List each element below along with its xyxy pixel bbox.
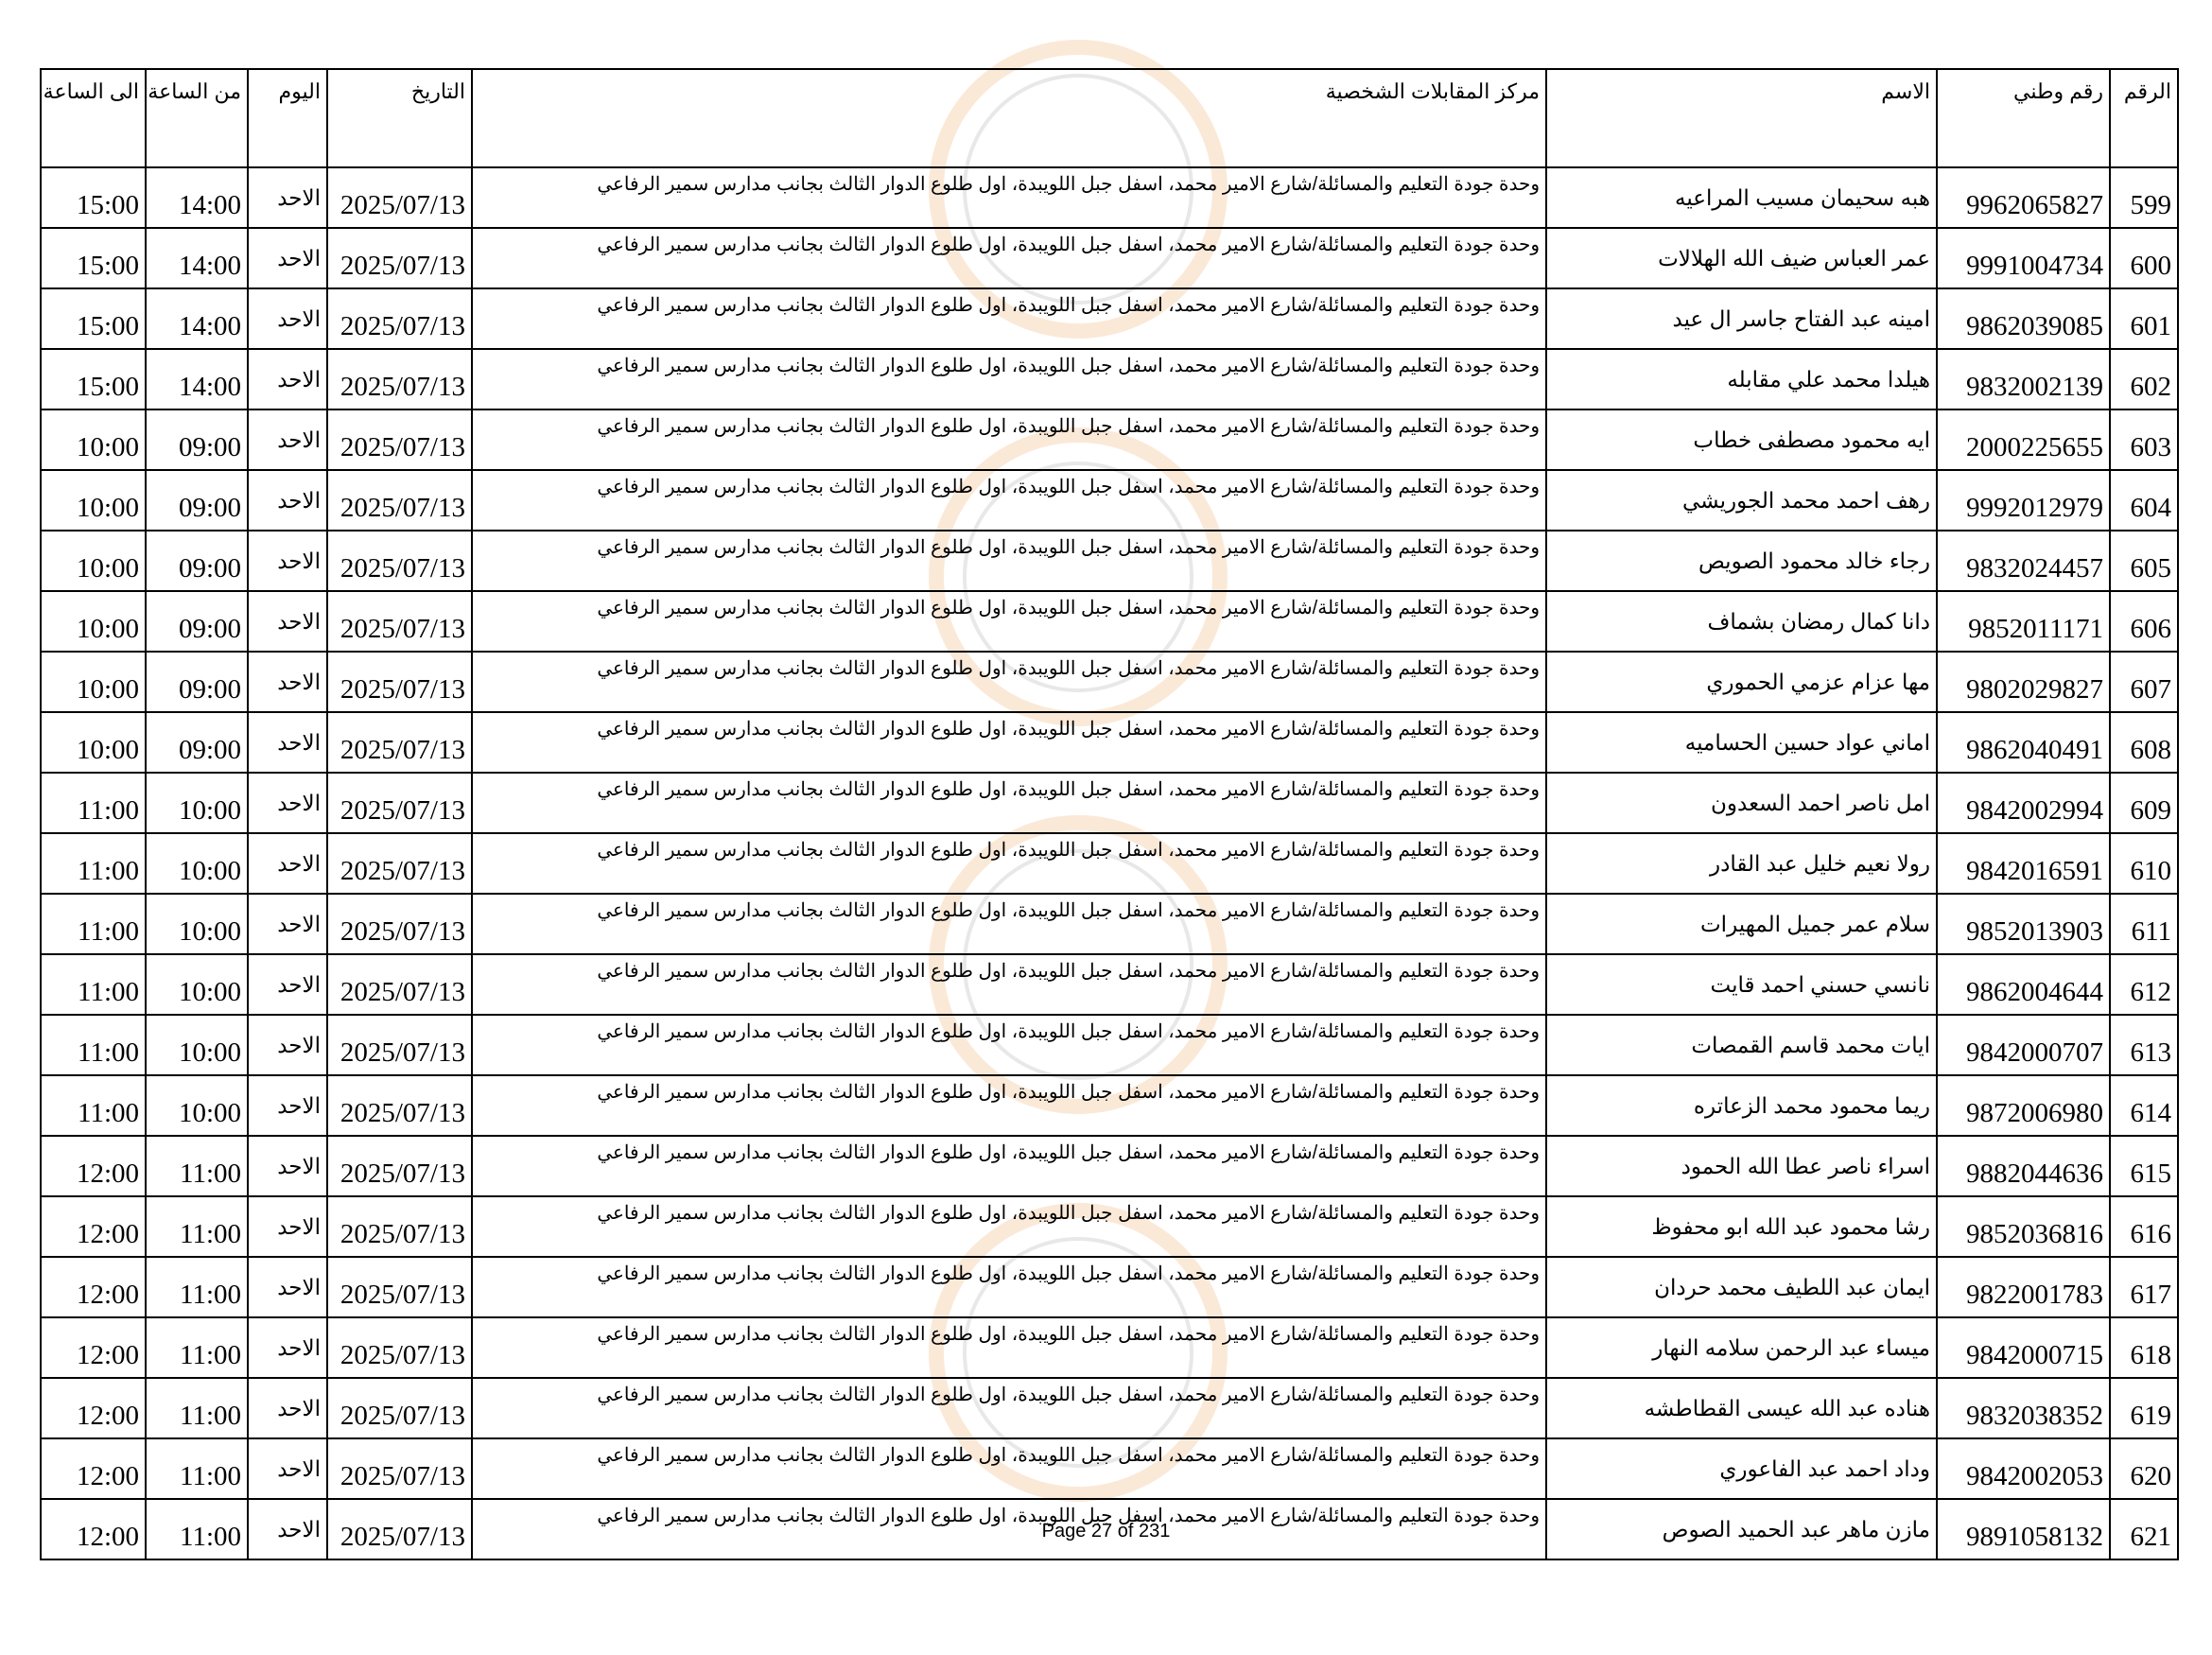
interview-center: وحدة جودة التعليم والمسائلة/شارع الامير محمد، اسفل جبل اللويبدة، اول طلوع الدوار الثالث بجانب مدارس سمير الرفاعي bbox=[472, 349, 1546, 409]
table-row bbox=[41, 833, 2178, 894]
interview-day: الاحد bbox=[248, 1015, 327, 1075]
applicant-name: مها عزام عزمي الحموري bbox=[1546, 652, 1937, 712]
national-id: 9852036816 bbox=[1937, 1196, 2110, 1257]
applicant-name: مازن ماهر عبد الحميد الصوص bbox=[1546, 1499, 1937, 1559]
national-id: 9842000715 bbox=[1937, 1317, 2110, 1378]
applicant-name: عمر العباس ضيف الله الهلالات bbox=[1546, 228, 1937, 288]
header-from: من الساعة bbox=[146, 69, 248, 167]
national-id: 9852011171 bbox=[1937, 591, 2110, 652]
national-id: 9962065827 bbox=[1937, 167, 2110, 228]
interview-schedule-table bbox=[40, 68, 2179, 1560]
interview-date: 2025/07/13 bbox=[327, 1438, 472, 1499]
table-row bbox=[41, 1378, 2178, 1438]
interview-center: وحدة جودة التعليم والمسائلة/شارع الامير محمد، اسفل جبل اللويبدة، اول طلوع الدوار الثالث بجانب مدارس سمير الرفاعي bbox=[472, 1136, 1546, 1196]
time-to: 10:00 bbox=[41, 652, 146, 712]
national-id: 9882044636 bbox=[1937, 1136, 2110, 1196]
applicant-name: هيلدا محمد علي مقابله bbox=[1546, 349, 1937, 409]
interview-date: 2025/07/13 bbox=[327, 591, 472, 652]
interview-date: 2025/07/13 bbox=[327, 409, 472, 470]
time-from: 09:00 bbox=[146, 652, 248, 712]
time-to: 12:00 bbox=[41, 1317, 146, 1378]
time-to: 11:00 bbox=[41, 894, 146, 954]
interview-day: الاحد bbox=[248, 228, 327, 288]
interview-date: 2025/07/13 bbox=[327, 228, 472, 288]
applicant-name: امينه عبد الفتاح جاسر ال عيد bbox=[1546, 288, 1937, 349]
table-row bbox=[41, 288, 2178, 349]
applicant-name: اماني عواد حسين الحساميه bbox=[1546, 712, 1937, 773]
national-id: 9842016591 bbox=[1937, 833, 2110, 894]
applicant-name: رهف احمد محمد الجوريشي bbox=[1546, 470, 1937, 531]
time-from: 09:00 bbox=[146, 591, 248, 652]
national-id: 9832024457 bbox=[1937, 531, 2110, 591]
interview-date: 2025/07/13 bbox=[327, 894, 472, 954]
interview-center: وحدة جودة التعليم والمسائلة/شارع الامير محمد، اسفل جبل اللويبدة، اول طلوع الدوار الثالث بجانب مدارس سمير الرفاعي bbox=[472, 773, 1546, 833]
national-id: 9991004734 bbox=[1937, 228, 2110, 288]
header-date: التاريخ bbox=[327, 69, 472, 167]
interview-date: 2025/07/13 bbox=[327, 1136, 472, 1196]
interview-date: 2025/07/13 bbox=[327, 1499, 472, 1559]
interview-center: وحدة جودة التعليم والمسائلة/شارع الامير محمد، اسفل جبل اللويبدة، اول طلوع الدوار الثالث بجانب مدارس سمير الرفاعي bbox=[472, 591, 1546, 652]
interview-center: وحدة جودة التعليم والمسائلة/شارع الامير محمد، اسفل جبل اللويبدة، اول طلوع الدوار الثالث بجانب مدارس سمير الرفاعي bbox=[472, 531, 1546, 591]
row-number: 620 bbox=[2110, 1438, 2178, 1499]
time-to: 11:00 bbox=[41, 1015, 146, 1075]
table-row bbox=[41, 954, 2178, 1015]
applicant-name: هبه سحيمان مسيب المراعيه bbox=[1546, 167, 1937, 228]
time-from: 09:00 bbox=[146, 712, 248, 773]
interview-day: الاحد bbox=[248, 894, 327, 954]
interview-center: وحدة جودة التعليم والمسائلة/شارع الامير محمد، اسفل جبل اللويبدة، اول طلوع الدوار الثالث بجانب مدارس سمير الرفاعي bbox=[472, 288, 1546, 349]
interview-center: وحدة جودة التعليم والمسائلة/شارع الامير محمد، اسفل جبل اللويبدة، اول طلوع الدوار الثالث بجانب مدارس سمير الرفاعي bbox=[472, 1438, 1546, 1499]
time-to: 12:00 bbox=[41, 1499, 146, 1559]
time-to: 15:00 bbox=[41, 228, 146, 288]
time-to: 10:00 bbox=[41, 409, 146, 470]
national-id: 9842002994 bbox=[1937, 773, 2110, 833]
national-id: 9842000707 bbox=[1937, 1015, 2110, 1075]
table-row bbox=[41, 591, 2178, 652]
interview-center: وحدة جودة التعليم والمسائلة/شارع الامير محمد، اسفل جبل اللويبدة، اول طلوع الدوار الثالث بجانب مدارس سمير الرفاعي bbox=[472, 409, 1546, 470]
table-row bbox=[41, 652, 2178, 712]
time-from: 09:00 bbox=[146, 470, 248, 531]
table-row bbox=[41, 228, 2178, 288]
applicant-name: دانا كمال رمضان بشماف bbox=[1546, 591, 1937, 652]
table-row bbox=[41, 894, 2178, 954]
interview-day: الاحد bbox=[248, 773, 327, 833]
time-to: 11:00 bbox=[41, 954, 146, 1015]
time-from: 10:00 bbox=[146, 954, 248, 1015]
time-from: 10:00 bbox=[146, 1015, 248, 1075]
row-number: 610 bbox=[2110, 833, 2178, 894]
time-to: 10:00 bbox=[41, 591, 146, 652]
time-from: 11:00 bbox=[146, 1196, 248, 1257]
time-from: 10:00 bbox=[146, 894, 248, 954]
interview-date: 2025/07/13 bbox=[327, 1196, 472, 1257]
interview-date: 2025/07/13 bbox=[327, 1257, 472, 1317]
interview-date: 2025/07/13 bbox=[327, 652, 472, 712]
time-from: 11:00 bbox=[146, 1136, 248, 1196]
interview-day: الاحد bbox=[248, 712, 327, 773]
time-from: 10:00 bbox=[146, 1075, 248, 1136]
table-row bbox=[41, 409, 2178, 470]
applicant-name: رجاء خالد محمود الصويص bbox=[1546, 531, 1937, 591]
time-to: 12:00 bbox=[41, 1136, 146, 1196]
table-header-row bbox=[41, 69, 2178, 167]
time-to: 10:00 bbox=[41, 470, 146, 531]
table-row bbox=[41, 1015, 2178, 1075]
interview-date: 2025/07/13 bbox=[327, 712, 472, 773]
interview-center: وحدة جودة التعليم والمسائلة/شارع الامير محمد، اسفل جبل اللويبدة، اول طلوع الدوار الثالث بجانب مدارس سمير الرفاعي bbox=[472, 167, 1546, 228]
interview-date: 2025/07/13 bbox=[327, 1015, 472, 1075]
interview-day: الاحد bbox=[248, 470, 327, 531]
row-number: 618 bbox=[2110, 1317, 2178, 1378]
interview-day: الاحد bbox=[248, 1438, 327, 1499]
row-number: 599 bbox=[2110, 167, 2178, 228]
time-to: 12:00 bbox=[41, 1196, 146, 1257]
applicant-name: ايمان عبد اللطيف محمد حردان bbox=[1546, 1257, 1937, 1317]
applicant-name: وداد احمد عبد الفاعوري bbox=[1546, 1438, 1937, 1499]
interview-date: 2025/07/13 bbox=[327, 167, 472, 228]
applicant-name: اسراء ناصر عطا الله الحمود bbox=[1546, 1136, 1937, 1196]
row-number: 616 bbox=[2110, 1196, 2178, 1257]
interview-date: 2025/07/13 bbox=[327, 531, 472, 591]
table-row bbox=[41, 167, 2178, 228]
interview-day: الاحد bbox=[248, 652, 327, 712]
table-row bbox=[41, 1136, 2178, 1196]
interview-center: وحدة جودة التعليم والمسائلة/شارع الامير محمد، اسفل جبل اللويبدة، اول طلوع الدوار الثالث بجانب مدارس سمير الرفاعي bbox=[472, 1075, 1546, 1136]
interview-date: 2025/07/13 bbox=[327, 288, 472, 349]
interview-day: الاحد bbox=[248, 954, 327, 1015]
table-row bbox=[41, 349, 2178, 409]
interview-date: 2025/07/13 bbox=[327, 954, 472, 1015]
national-id: 9891058132 bbox=[1937, 1499, 2110, 1559]
national-id: 9832038352 bbox=[1937, 1378, 2110, 1438]
table-row bbox=[41, 531, 2178, 591]
interview-date: 2025/07/13 bbox=[327, 1075, 472, 1136]
time-to: 11:00 bbox=[41, 833, 146, 894]
interview-day: الاحد bbox=[248, 349, 327, 409]
header-to: الى الساعة bbox=[41, 69, 146, 167]
header-center: مركز المقابلات الشخصية bbox=[472, 69, 1546, 167]
time-to: 10:00 bbox=[41, 531, 146, 591]
interview-date: 2025/07/13 bbox=[327, 1317, 472, 1378]
time-from: 09:00 bbox=[146, 409, 248, 470]
national-id: 9852013903 bbox=[1937, 894, 2110, 954]
interview-day: الاحد bbox=[248, 531, 327, 591]
interview-day: الاحد bbox=[248, 1136, 327, 1196]
row-number: 615 bbox=[2110, 1136, 2178, 1196]
row-number: 602 bbox=[2110, 349, 2178, 409]
row-number: 603 bbox=[2110, 409, 2178, 470]
applicant-name: ايات محمد قاسم القمصات bbox=[1546, 1015, 1937, 1075]
national-id: 2000225655 bbox=[1937, 409, 2110, 470]
time-from: 14:00 bbox=[146, 288, 248, 349]
time-from: 10:00 bbox=[146, 773, 248, 833]
interview-day: الاحد bbox=[248, 591, 327, 652]
interview-day: الاحد bbox=[248, 833, 327, 894]
interview-day: الاحد bbox=[248, 1196, 327, 1257]
interview-day: الاحد bbox=[248, 288, 327, 349]
time-to: 15:00 bbox=[41, 349, 146, 409]
interview-center: وحدة جودة التعليم والمسائلة/شارع الامير محمد، اسفل جبل اللويبدة، اول طلوع الدوار الثالث بجانب مدارس سمير الرفاعي bbox=[472, 652, 1546, 712]
row-number: 604 bbox=[2110, 470, 2178, 531]
time-from: 14:00 bbox=[146, 228, 248, 288]
row-number: 605 bbox=[2110, 531, 2178, 591]
row-number: 621 bbox=[2110, 1499, 2178, 1559]
time-to: 12:00 bbox=[41, 1378, 146, 1438]
time-to: 10:00 bbox=[41, 712, 146, 773]
header-national-id: رقم وطني bbox=[1937, 69, 2110, 167]
row-number: 619 bbox=[2110, 1378, 2178, 1438]
national-id: 9862004644 bbox=[1937, 954, 2110, 1015]
table-row bbox=[41, 1317, 2178, 1378]
row-number: 600 bbox=[2110, 228, 2178, 288]
interview-center: وحدة جودة التعليم والمسائلة/شارع الامير محمد، اسفل جبل اللويبدة، اول طلوع الدوار الثالث بجانب مدارس سمير الرفاعي bbox=[472, 228, 1546, 288]
table-row bbox=[41, 1075, 2178, 1136]
row-number: 614 bbox=[2110, 1075, 2178, 1136]
table-row bbox=[41, 773, 2178, 833]
interview-center: وحدة جودة التعليم والمسائلة/شارع الامير محمد، اسفل جبل اللويبدة، اول طلوع الدوار الثالث بجانب مدارس سمير الرفاعي bbox=[472, 712, 1546, 773]
time-to: 12:00 bbox=[41, 1257, 146, 1317]
interview-day: الاحد bbox=[248, 1378, 327, 1438]
row-number: 607 bbox=[2110, 652, 2178, 712]
applicant-name: سلام عمر جميل المهيرات bbox=[1546, 894, 1937, 954]
interview-day: الاحد bbox=[248, 167, 327, 228]
time-from: 11:00 bbox=[146, 1499, 248, 1559]
time-from: 10:00 bbox=[146, 833, 248, 894]
interview-date: 2025/07/13 bbox=[327, 833, 472, 894]
time-from: 14:00 bbox=[146, 349, 248, 409]
applicant-name: نانسي حسني احمد قايت bbox=[1546, 954, 1937, 1015]
row-number: 609 bbox=[2110, 773, 2178, 833]
national-id: 9802029827 bbox=[1937, 652, 2110, 712]
time-to: 11:00 bbox=[41, 1075, 146, 1136]
interview-center: وحدة جودة التعليم والمسائلة/شارع الامير محمد، اسفل جبل اللويبدة، اول طلوع الدوار الثالث بجانب مدارس سمير الرفاعي bbox=[472, 1317, 1546, 1378]
time-from: 11:00 bbox=[146, 1317, 248, 1378]
interview-center: وحدة جودة التعليم والمسائلة/شارع الامير محمد، اسفل جبل اللويبدة، اول طلوع الدوار الثالث بجانب مدارس سمير الرفاعي bbox=[472, 1196, 1546, 1257]
interview-center: وحدة جودة التعليم والمسائلة/شارع الامير محمد، اسفل جبل اللويبدة، اول طلوع الدوار الثالث بجانب مدارس سمير الرفاعي bbox=[472, 954, 1546, 1015]
row-number: 612 bbox=[2110, 954, 2178, 1015]
applicant-name: هناده عبد الله عيسى القطاطشه bbox=[1546, 1378, 1937, 1438]
interview-center: وحدة جودة التعليم والمسائلة/شارع الامير محمد، اسفل جبل اللويبدة، اول طلوع الدوار الثالث بجانب مدارس سمير الرفاعي bbox=[472, 1015, 1546, 1075]
national-id: 9872006980 bbox=[1937, 1075, 2110, 1136]
table-row bbox=[41, 712, 2178, 773]
applicant-name: رولا نعيم خليل عبد القادر bbox=[1546, 833, 1937, 894]
applicant-name: ميساء عبد الرحمن سلامه النهار bbox=[1546, 1317, 1937, 1378]
row-number: 613 bbox=[2110, 1015, 2178, 1075]
interview-center: وحدة جودة التعليم والمسائلة/شارع الامير محمد، اسفل جبل اللويبدة، اول طلوع الدوار الثالث بجانب مدارس سمير الرفاعي bbox=[472, 470, 1546, 531]
applicant-name: ريما محمود محمد الزعاتره bbox=[1546, 1075, 1937, 1136]
interview-day: الاحد bbox=[248, 1075, 327, 1136]
time-from: 11:00 bbox=[146, 1378, 248, 1438]
interview-date: 2025/07/13 bbox=[327, 773, 472, 833]
table-row bbox=[41, 1257, 2178, 1317]
table-row bbox=[41, 1438, 2178, 1499]
time-from: 11:00 bbox=[146, 1257, 248, 1317]
table-row bbox=[41, 1196, 2178, 1257]
header-no: الرقم bbox=[2110, 69, 2178, 167]
interview-day: الاحد bbox=[248, 1317, 327, 1378]
time-from: 09:00 bbox=[146, 531, 248, 591]
interview-center: وحدة جودة التعليم والمسائلة/شارع الامير محمد، اسفل جبل اللويبدة، اول طلوع الدوار الثالث بجانب مدارس سمير الرفاعي bbox=[472, 1378, 1546, 1438]
applicant-name: رشا محمود عبد الله ابو محفوظ bbox=[1546, 1196, 1937, 1257]
time-from: 11:00 bbox=[146, 1438, 248, 1499]
header-name: الاسم bbox=[1546, 69, 1937, 167]
interview-center: وحدة جودة التعليم والمسائلة/شارع الامير محمد، اسفل جبل اللويبدة، اول طلوع الدوار الثالث بجانب مدارس سمير الرفاعي bbox=[472, 894, 1546, 954]
row-number: 617 bbox=[2110, 1257, 2178, 1317]
national-id: 9992012979 bbox=[1937, 470, 2110, 531]
interview-center: وحدة جودة التعليم والمسائلة/شارع الامير محمد، اسفل جبل اللويبدة، اول طلوع الدوار الثالث بجانب مدارس سمير الرفاعي bbox=[472, 1257, 1546, 1317]
applicant-name: امل ناصر احمد السعدون bbox=[1546, 773, 1937, 833]
time-to: 12:00 bbox=[41, 1438, 146, 1499]
table-row bbox=[41, 470, 2178, 531]
row-number: 601 bbox=[2110, 288, 2178, 349]
interview-date: 2025/07/13 bbox=[327, 349, 472, 409]
national-id: 9862040491 bbox=[1937, 712, 2110, 773]
row-number: 611 bbox=[2110, 894, 2178, 954]
interview-day: الاحد bbox=[248, 1257, 327, 1317]
national-id: 9832002139 bbox=[1937, 349, 2110, 409]
page-number: Page 27 of 231 bbox=[1041, 1521, 1171, 1542]
row-number: 606 bbox=[2110, 591, 2178, 652]
national-id: 9862039085 bbox=[1937, 288, 2110, 349]
time-from: 14:00 bbox=[146, 167, 248, 228]
interview-center: وحدة جودة التعليم والمسائلة/شارع الامير محمد، اسفل جبل اللويبدة، اول طلوع الدوار الثالث بجانب مدارس سمير الرفاعي bbox=[472, 1499, 1546, 1559]
national-id: 9822001783 bbox=[1937, 1257, 2110, 1317]
time-to: 15:00 bbox=[41, 288, 146, 349]
national-id: 9842002053 bbox=[1937, 1438, 2110, 1499]
row-number: 608 bbox=[2110, 712, 2178, 773]
interview-day: الاحد bbox=[248, 409, 327, 470]
time-to: 11:00 bbox=[41, 773, 146, 833]
applicant-name: ايه محمود مصطفى خطاب bbox=[1546, 409, 1937, 470]
interview-center: وحدة جودة التعليم والمسائلة/شارع الامير محمد، اسفل جبل اللويبدة، اول طلوع الدوار الثالث بجانب مدارس سمير الرفاعي bbox=[472, 833, 1546, 894]
interview-date: 2025/07/13 bbox=[327, 470, 472, 531]
interview-date: 2025/07/13 bbox=[327, 1378, 472, 1438]
time-to: 15:00 bbox=[41, 167, 146, 228]
interview-day: الاحد bbox=[248, 1499, 327, 1559]
header-day: اليوم bbox=[248, 69, 327, 167]
